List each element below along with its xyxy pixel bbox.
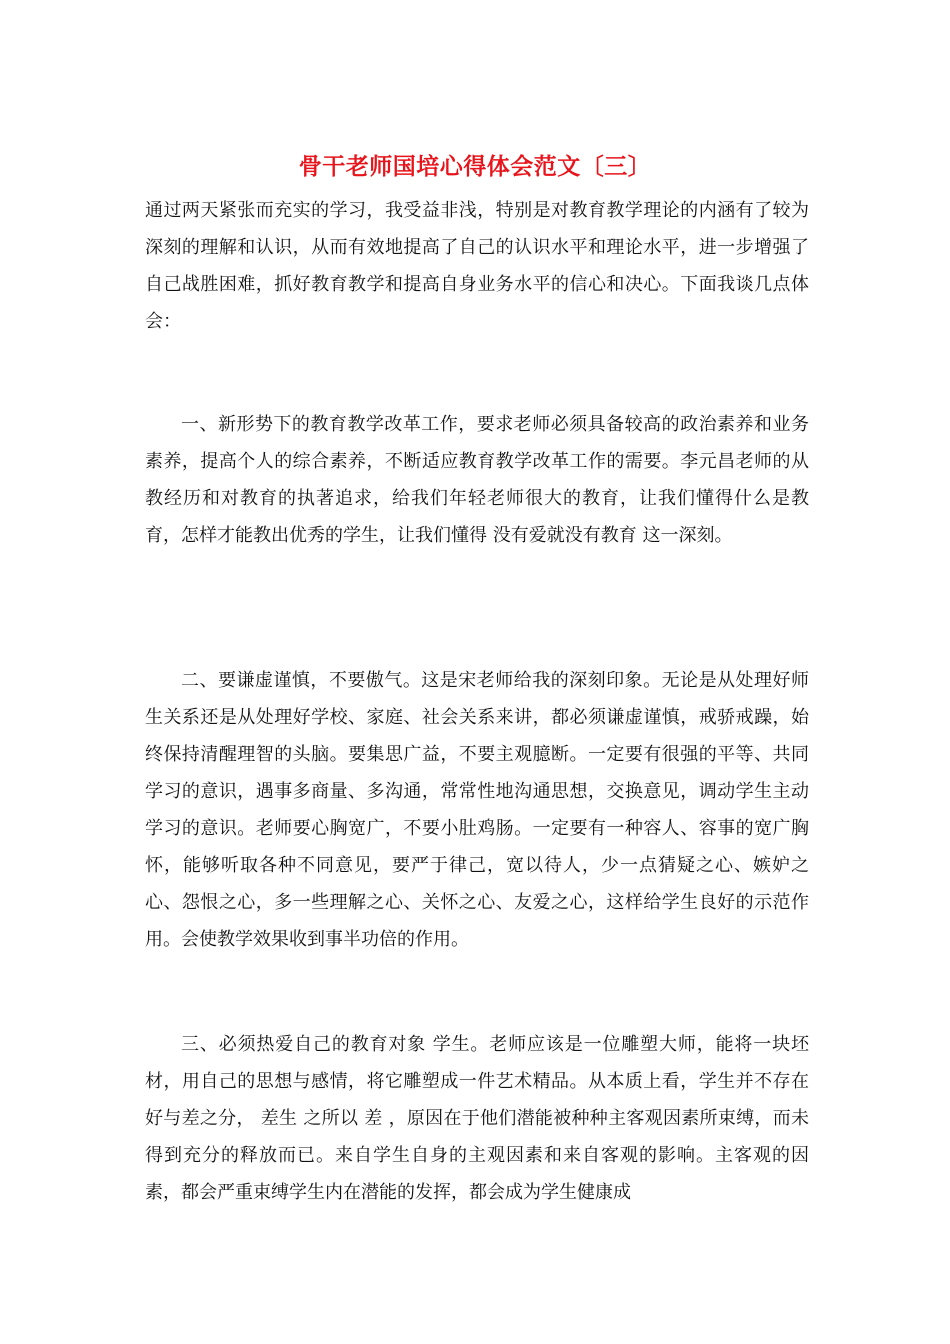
- paragraph-point-two: 二、要谦虚谨慎，不要傲气。这是宋老师给我的深刻印象。无论是从处理好师生关系还是从处理好学校、家庭、社会关系来讲，都必须谦虚谨慎，戒骄戒躁，始终保持清醒理智的头脑。要集思广益，不要主观臆断。一定要有很强的平等、共同学习的意识，遇事多商量、多沟通，常常性地沟通思想，交换意见，调动学生主动学习的意识。老师要心胸宽广，不要小肚鸡肠。一定要有一种容人、容事的宽广胸怀，能够听取各种不同意见，要严于律己，宽以待人，少一点猜疑之心、嫉妒之心、怨恨之心，多一些理解之心、关怀之心、友爱之心，这样给学生良好的示范作用。会使教学效果收到事半功倍的作用。: [145, 670, 809, 950]
- paragraph-intro: 通过两天紧张而充实的学习，我受益非浅，特别是对教育教学理论的内涵有了较为深刻的理解和认识，从而有效地提高了自己的认识水平和理论水平，进一步增强了自己战胜困难，抓好教育教学和提高自身业务水平的信心和决心。下面我谈几点体会：: [145, 200, 809, 332]
- paragraph-point-three: 三、必须热爱自己的教育对象 学生。老师应该是一位雕塑大师，能将一块坯材，用自己的思想与感情，将它雕塑成一件艺术精品。从本质上看，学生并不存在好与差之分， 差生 之所以 差 ，原因在于他们潜能被种种主客观因素所束缚，而未得到充分的释放而已。来自学生自身的主观因素和来自客观的影响。主客观的因素，都会严重束缚学生内在潜能的发挥，都会成为学生健康成: [145, 1034, 809, 1203]
- paragraph-point-one: 一、新形势下的教育教学改革工作，要求老师必须具备较高的政治素养和业务素养，提高个人的综合素养，不断适应教育教学改革工作的需要。李元昌老师的从教经历和对教育的执著追求，给我们年轻老师很大的教育，让我们懂得什么是教育，怎样才能教出优秀的学生，让我们懂得 没有爱就没有教育 这一深刻。: [145, 414, 809, 546]
- document-title: 骨干老师国培心得体会范文〔三〕: [298, 153, 652, 180]
